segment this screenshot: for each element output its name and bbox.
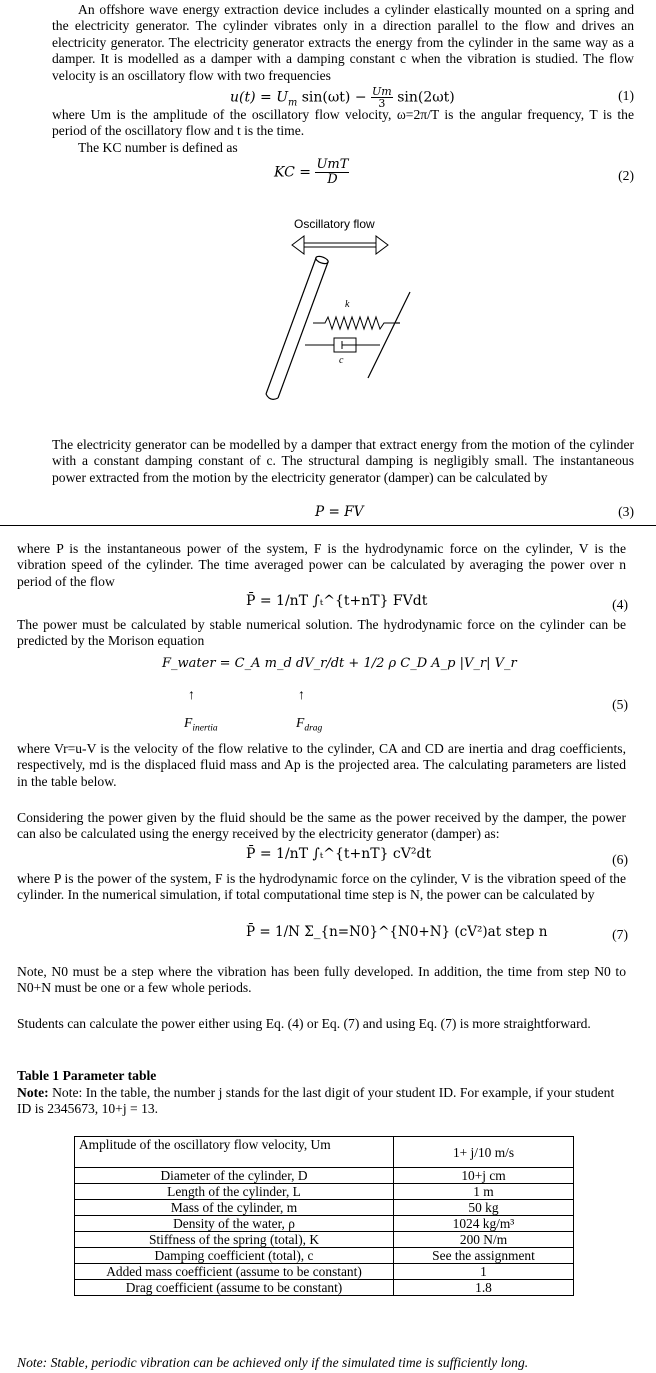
parameter-name: Mass of the cylinder, m <box>75 1200 394 1216</box>
parameter-value: 200 N/m <box>394 1232 574 1248</box>
table-title: Table 1 Parameter table <box>17 1068 157 1083</box>
spring-icon <box>313 317 400 329</box>
n0-note: Note, N0 must be a step where the vibration has been fully developed. In addition, the time from step N0 to N0+N must be one or a few whole periods. <box>17 964 626 996</box>
parameter-name: Amplitude of the oscillatory flow velocity, Um <box>75 1137 394 1168</box>
equation-2-number: (2) <box>618 168 634 183</box>
equation-4-number: (4) <box>612 597 628 612</box>
wall-icon <box>368 292 410 378</box>
parameter-name: Diameter of the cylinder, D <box>75 1168 394 1184</box>
parameter-value: 1024 kg/m³ <box>394 1216 574 1232</box>
parameter-value: 1.8 <box>394 1280 574 1296</box>
footer-note: Note: Stable, periodic vibration can be achieved only if the simulated time is sufficiently long. <box>17 1355 529 1370</box>
kc-intro: The KC number is defined as <box>78 140 238 155</box>
parameter-name: Drag coefficient (assume to be constant) <box>75 1280 394 1296</box>
parameter-value: 10+j cm <box>394 1168 574 1184</box>
spring-label: k <box>345 299 350 310</box>
morison-intro: The power must be calculated by stable numerical solution. The hydrodynamic force on the cylinder can be predicted by the Morison equation <box>17 617 626 649</box>
generator-paragraph: The electricity generator can be modelled by a damper that extract energy from the motion of the cylinder with a constant damping constant of c. The structural damping is negligibly small. The instantaneous power extracted from the motion by the electricity generator (damper) can be calculated by <box>52 437 634 485</box>
drag-arrow-icon: ↑ <box>298 688 305 703</box>
equation-2: KC = $\frac{\text{UmT}}{D}$ <box>274 157 349 187</box>
equation-6: P̄ = 1/nT ∫ₜ^{t+nT} cV²dt <box>246 846 432 862</box>
parameter-name: Length of the cylinder, L <box>75 1184 394 1200</box>
table-row <box>75 1184 574 1200</box>
parameter-table <box>74 1136 574 1296</box>
section-divider <box>0 525 656 526</box>
damper-icon <box>305 338 380 352</box>
equation-5-number: (5) <box>612 697 628 712</box>
cylinder-icon <box>266 255 329 399</box>
method-note: Students can calculate the power either using Eq. (4) or Eq. (7) and using Eq. (7) is more straightforward. <box>17 1016 591 1031</box>
table-note: Note: Note: In the table, the number j stands for the last digit of your student ID. For example, if your student ID is 2345673, 10+j = 13. <box>17 1085 615 1117</box>
table-row <box>75 1248 574 1264</box>
parameter-name: Damping coefficient (total), c <box>75 1248 394 1264</box>
table-row <box>75 1168 574 1184</box>
parameter-value: 1+ j/10 m/s <box>394 1137 574 1168</box>
equation-7: P̄ = 1/N Σ_{n=N0}^{N0+N} (cV²)at step n <box>246 924 548 940</box>
table-row <box>75 1200 574 1216</box>
equation-4: P̄ = 1/nT ∫ₜ^{t+nT} FVdt <box>246 593 428 609</box>
simulation-paragraph: where P is the power of the system, F is the hydrodynamic force on the cylinder, V is the vibration speed of the cylinder. In the numerical simulation, if total computational time step is N, the power can be calculated by <box>17 871 626 903</box>
parameter-name: Stiffness of the spring (total), K <box>75 1232 394 1248</box>
equation-1: $u(t) = U_m$ sin(ωt) − $\frac{Um}{3}$ sin(2ωt) <box>230 85 455 110</box>
table-row <box>75 1216 574 1232</box>
parameter-value: 1 m <box>394 1184 574 1200</box>
inertia-arrow-icon: ↑ <box>188 688 195 703</box>
parameter-name: Added mass coefficient (assume to be constant) <box>75 1264 394 1280</box>
oscillatory-flow-label: Oscillatory flow <box>294 217 375 231</box>
parameter-value: See the assignment <box>394 1248 574 1264</box>
parameter-name: Density of the water, ρ <box>75 1216 394 1232</box>
equation-5: F_water = C_A m_d dV_r/dt + 1/2 ρ C_D A_p |V_r| V_r <box>162 656 517 671</box>
parameter-value: 1 <box>394 1264 574 1280</box>
equation-7-number: (7) <box>612 927 628 942</box>
equation-3: P = FV <box>315 504 364 520</box>
power-definition: where P is the instantaneous power of the system, F is the hydrodynamic force on the cylinder, V is the vibration speed of the cylinder. The time averaged power can be calculated by averaging the power over n period of the flow <box>17 541 626 589</box>
drag-force-label: $F_{drag}$ <box>296 715 323 734</box>
velocity-definition: where Um is the amplitude of the oscillatory flow velocity, ω=2π/T is the angular frequency, T is the period of the oscillatory flow and t is the time. <box>52 107 634 139</box>
double-arrow-icon <box>292 236 388 254</box>
cylinder-diagram <box>230 228 430 428</box>
equation-3-number: (3) <box>618 504 634 519</box>
table-row <box>75 1280 574 1296</box>
table-row <box>75 1137 574 1168</box>
table-row <box>75 1232 574 1248</box>
damper-label: c <box>339 355 344 366</box>
inertia-force-label: $F_{inertia}$ <box>184 715 218 734</box>
table-row <box>75 1264 574 1280</box>
parameter-value: 50 kg <box>394 1200 574 1216</box>
morison-definitions: where Vr=u-V is the velocity of the flow relative to the cylinder, CA and CD are inertia and drag coefficients, respectively, md is the displaced fluid mass and Ap is the projected area. The calculating parameters are listed in the table below. <box>17 741 626 789</box>
equation-1-number: (1) <box>618 88 634 103</box>
equation-6-number: (6) <box>612 852 628 867</box>
energy-paragraph: Considering the power given by the fluid should be the same as the power received by the damper, the power can also be calculated using the energy received by the electricity generator (damper) as: <box>17 810 626 842</box>
intro-paragraph: An offshore wave energy extraction device includes a cylinder elastically mounted on a spring and the electricity generator. The cylinder vibrates only in a direction parallel to the flow and drives an electricity generator. The electricity generator extracts the energy from the cylinder in the same way as a damper. It is modelled as a damper with a damping constant c when the vibration is studied. The flow velocity is an oscillatory flow with two frequencies <box>52 2 634 83</box>
